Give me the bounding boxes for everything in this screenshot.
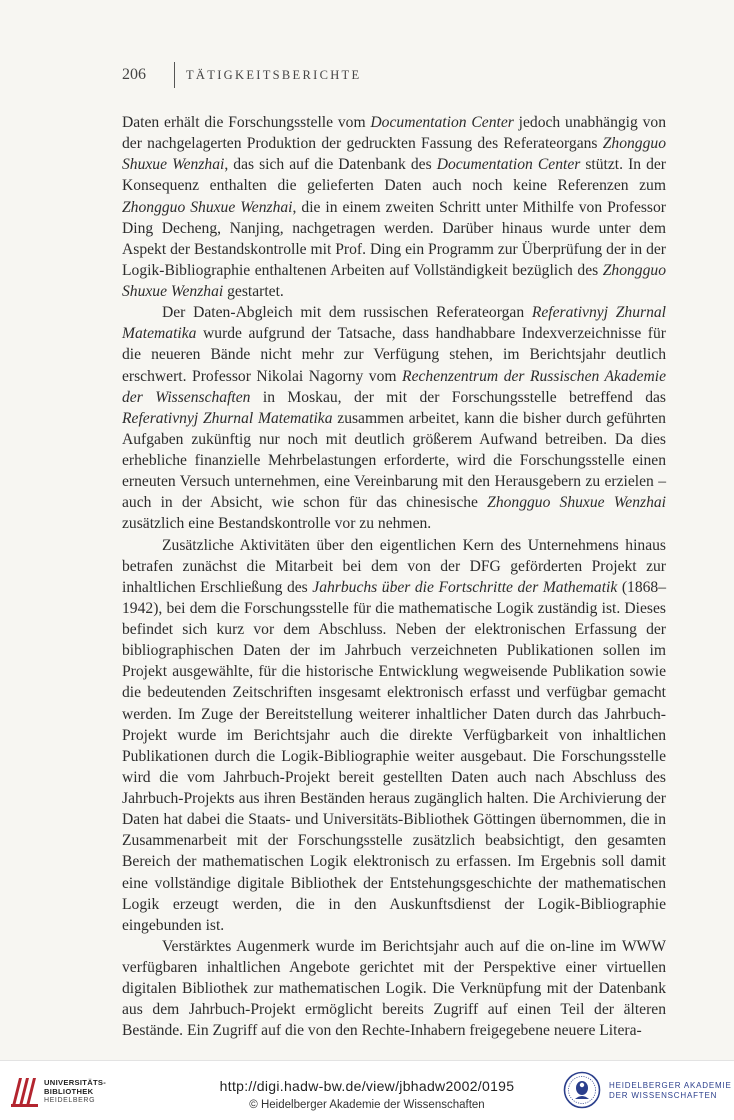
italic-title-run: Referativnyj Zhurnal Matematika bbox=[122, 409, 333, 427]
library-name-line: HEIDELBERG bbox=[44, 1097, 96, 1104]
body-text bbox=[122, 112, 666, 1042]
italic-title-run: Zhongguo Shuxue Wenzhai bbox=[122, 198, 293, 216]
text-run: , das sich auf die Datenbank des bbox=[224, 156, 437, 174]
academy-name bbox=[609, 1081, 732, 1101]
body-paragraph bbox=[122, 112, 666, 302]
header-divider bbox=[174, 62, 175, 88]
text-run: in Moskau, der mit der Forschungsstelle betreffend das bbox=[250, 388, 667, 406]
page-number: 206 bbox=[122, 66, 146, 83]
text-run: Zusätzliche Aktivitäten über den eigentlichen Kern des Unternehmens hinaus betrafen zunächst die Mitarbeit bei dem von der DFG geförderten Projekt zur inhaltlichen Erschließung des bbox=[122, 536, 666, 596]
footer-bar bbox=[0, 1060, 734, 1120]
text-run: Der Daten-Abgleich mit dem russischen Referateorgan bbox=[162, 304, 532, 322]
academy-name-line: DER WISSENSCHAFTEN bbox=[609, 1091, 718, 1100]
body-paragraph bbox=[122, 936, 666, 1042]
italic-title-run: Zhongguo Shuxue Wenzhai bbox=[122, 135, 666, 174]
italic-title-run: Zhongguo Shuxue Wenzhai bbox=[487, 494, 666, 512]
academy-name-line: HEIDELBERGER AKADEMIE bbox=[609, 1081, 732, 1090]
running-title: TÄTIGKEITSBERICHTE bbox=[186, 68, 362, 82]
text-run: gestartet. bbox=[223, 283, 284, 300]
text-run: (1868–1942), bei dem die Forschungsstelle für die mathematische Logik zuständig ist. Dieses befindet sich kurz vor dem Abschluss. Neben der elektronischen Erfassung der bibliographischen Daten der im Jahrbuch verzeichneten Publikationen sollen im Projekt ausgewählte, für die historische Entwicklung wegweisende Publikation sowie die bedeutenden Zeitschriften insgesamt elektronisch erfasst und verfügbar gemacht werden. Im Zuge der Bereitstellung weiterer inhaltlicher Daten durch das Jahrbuch-Projekt wurde im Berichtsjahr auch die direkte Verfügbarkeit von inhaltlichen Publikationen durch die Logik-Bibliographie weiter ausgebaut. Die Forschungsstelle wird die vom Jahrbuch-Projekt bereit gestellten Daten auch nach Abschluss des Jahrbuch-Projekts aus ihren Beständen heraus zugänglich halten. Die Archivierung der Daten hat dabei die Staats- und Universitäts-Bibliothek Göttingen übernommen, die in Zusammenarbeit mit der Forschungsstelle zusätzlich beabsichtigt, den gesamten Bereich der mathematischen Logik elektronisch zu erfassen. Im Ergebnis soll damit eine vollständige digitale Bibliothek der Entstehungsgeschichte der mathematischen Logik erzeugt werden, die in den Auskunftsdienst der Logik-Bibliographie eingebunden ist. bbox=[122, 578, 667, 934]
italic-title-run: Rechenzentrum der Russischen Akademie der Wissenschaften bbox=[122, 367, 666, 406]
text-run: jedoch unabhängig von der nachgelagerten Produktion der gedruckten Fassung des Referateorgans bbox=[122, 114, 666, 153]
text-run: zusätzlich eine Bestandskontrolle vor zu nehmen. bbox=[122, 515, 432, 533]
library-name-line: UNIVERSITÄTS- bbox=[44, 1078, 107, 1087]
library-name-line: BIBLIOTHEK bbox=[44, 1087, 94, 1096]
text-run: , die in einem zweiten Schritt unter Mithilfe von Professor Ding Decheng, Nanjing, nachgetragen werden. Darüber hinaus wurde unter dem Aspekt der Bestandskontrolle mit Prof. Ding ein Programm zur Überprüfung der in der Logik-Bibliographie enthaltenen Arbeiten auf Vollständigkeit bezüglich des bbox=[122, 198, 666, 279]
italic-title-run: Referativnyj Zhurnal Matematika bbox=[122, 304, 666, 343]
academy-seal-icon[interactable] bbox=[563, 1071, 601, 1109]
page-header bbox=[122, 62, 682, 88]
permalink-url[interactable]: http://digi.hadw-bw.de/view/jbhadw2002/0195 bbox=[219, 1078, 515, 1094]
body-paragraph bbox=[122, 535, 666, 936]
text-run: Verstärktes Augenmerk wurde im Berichtsjahr auch auf die on-line im WWW verfügbaren inhaltlichen Angebote gerichtet mit der Perspektive einer virtuellen digitalen Bibliothek zur mathematischen Logik. Die Verknüpfung mit der Datenbank aus dem Jahrbuch-Projekt ermöglicht bereits Zugriff auf einen Teil der älteren Bestände. Ein Zugriff auf die von den Rechte-Inhabern freigegebene neuere Litera- bbox=[122, 937, 666, 1040]
italic-title-run: Zhongguo Shuxue Wenzhai bbox=[122, 261, 666, 300]
text-run: Daten erhält die Forschungsstelle vom bbox=[122, 114, 371, 131]
italic-title-run: Documentation Center bbox=[370, 114, 514, 131]
italic-title-run: Jahrbuchs über die Fortschritte der Mathematik bbox=[312, 578, 618, 596]
copyright-notice: © Heidelberger Akademie der Wissenschaften bbox=[249, 1099, 485, 1111]
text-run: wurde aufgrund der Tatsache, dass handhabbare Indexverzeichnisse für die neueren Bände nicht mehr zur Verfügung stehen, im Berichtsjahr deutlich erschwert. Professor Nikolai Nagorny vom bbox=[122, 325, 666, 385]
italic-title-run: Documentation Center bbox=[436, 156, 581, 174]
text-run: stützt. In der Konsequenz enthalten die gelieferten Daten auch noch keine Referenzen zum bbox=[122, 156, 667, 195]
text-run: zusammen arbeitet, kann die bisher durch geführten Aufgaben zukünftig nur noch mit deutlich größerem Aufwand betreiben. Da dies erhebliche finanzielle Mehrbelastungen erforderte, wird die Forschungsstelle einen erneuten Versuch unternehmen, eine Vereinbarung mit den Herausgebern zu erzielen – auch in der Absicht, wie schon für das chinesische bbox=[122, 409, 666, 512]
body-paragraph bbox=[122, 302, 666, 534]
